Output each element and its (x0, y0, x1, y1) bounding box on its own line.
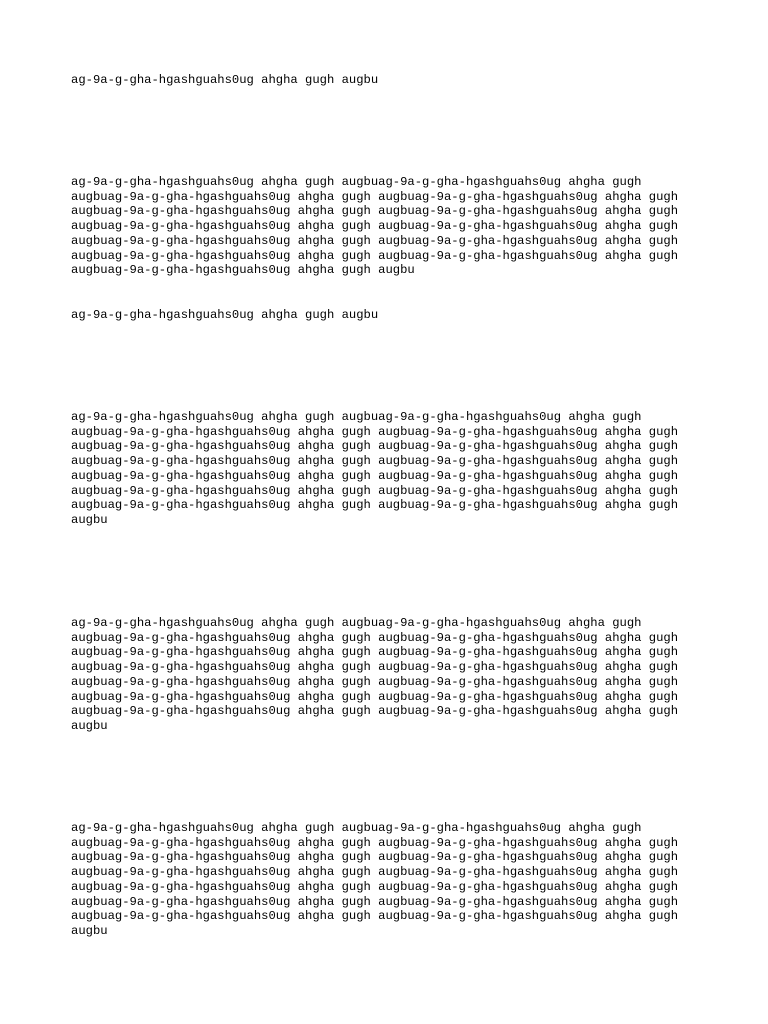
paragraph-2: ag-9a-g-gha-hgashguahs0ug ahgha gugh augbuag-9a-g-gha-hgashguahs0ug ahgha gugh augbuag-9a-g-gha-hgashguahs0ug ahgha gugh augbuag-9a-g-gha-hgashguahs0ug ahgha gugh augbuag-9a-g-gha-hgashguahs0ug ahgha gugh augbuag-9a-g-gha-hgashguahs0ug ahgha gugh augbuag-9a-g-gha-hgashguahs0ug ahgha gugh augbuag-9a-g-gha-hgashguahs0ug ahgha gugh augbuag-9a-g-gha-hgashguahs0ug ahgha gugh augbuag-9a-g-gha-hgashguahs0ug ahgha gugh augbuag-9a-g-gha-hgashguahs0ug ahgha gugh augbuag-9a-g-gha-hgashguahs0ug ahgha gugh augbuag-9a-g-gha-hgashguahs0ug ahgha gugh augbu (71, 175, 679, 278)
paragraph-5: ag-9a-g-gha-hgashguahs0ug ahgha gugh augbuag-9a-g-gha-hgashguahs0ug ahgha gugh augbuag-9a-g-gha-hgashguahs0ug ahgha gugh augbuag-9a-g-gha-hgashguahs0ug ahgha gugh augbuag-9a-g-gha-hgashguahs0ug ahgha gugh augbuag-9a-g-gha-hgashguahs0ug ahgha gugh augbuag-9a-g-gha-hgashguahs0ug ahgha gugh augbuag-9a-g-gha-hgashguahs0ug ahgha gugh augbuag-9a-g-gha-hgashguahs0ug ahgha gugh augbuag-9a-g-gha-hgashguahs0ug ahgha gugh augbuag-9a-g-gha-hgashguahs0ug ahgha gugh augbuag-9a-g-gha-hgashguahs0ug ahgha gugh augbuag-9a-g-gha-hgashguahs0ug ahgha gugh augbuag-9a-g-gha-hgashguahs0ug ahgha gugh augbu (71, 616, 679, 733)
paragraph-4: ag-9a-g-gha-hgashguahs0ug ahgha gugh augbuag-9a-g-gha-hgashguahs0ug ahgha gugh augbuag-9a-g-gha-hgashguahs0ug ahgha gugh augbuag-9a-g-gha-hgashguahs0ug ahgha gugh augbuag-9a-g-gha-hgashguahs0ug ahgha gugh augbuag-9a-g-gha-hgashguahs0ug ahgha gugh augbuag-9a-g-gha-hgashguahs0ug ahgha gugh augbuag-9a-g-gha-hgashguahs0ug ahgha gugh augbuag-9a-g-gha-hgashguahs0ug ahgha gugh augbuag-9a-g-gha-hgashguahs0ug ahgha gugh augbuag-9a-g-gha-hgashguahs0ug ahgha gugh augbuag-9a-g-gha-hgashguahs0ug ahgha gugh augbuag-9a-g-gha-hgashguahs0ug ahgha gugh augbuag-9a-g-gha-hgashguahs0ug ahgha gugh augbu (71, 410, 679, 527)
paragraph-6: ag-9a-g-gha-hgashguahs0ug ahgha gugh augbuag-9a-g-gha-hgashguahs0ug ahgha gugh augbuag-9a-g-gha-hgashguahs0ug ahgha gugh augbuag-9a-g-gha-hgashguahs0ug ahgha gugh augbuag-9a-g-gha-hgashguahs0ug ahgha gugh augbuag-9a-g-gha-hgashguahs0ug ahgha gugh augbuag-9a-g-gha-hgashguahs0ug ahgha gugh augbuag-9a-g-gha-hgashguahs0ug ahgha gugh augbuag-9a-g-gha-hgashguahs0ug ahgha gugh augbuag-9a-g-gha-hgashguahs0ug ahgha gugh augbuag-9a-g-gha-hgashguahs0ug ahgha gugh augbuag-9a-g-gha-hgashguahs0ug ahgha gugh augbuag-9a-g-gha-hgashguahs0ug ahgha gugh augbuag-9a-g-gha-hgashguahs0ug ahgha gugh augbu (71, 821, 679, 938)
paragraph-1: ag-9a-g-gha-hgashguahs0ug ahgha gugh augbu (71, 73, 379, 87)
paragraph-3: ag-9a-g-gha-hgashguahs0ug ahgha gugh augbu (71, 308, 379, 322)
